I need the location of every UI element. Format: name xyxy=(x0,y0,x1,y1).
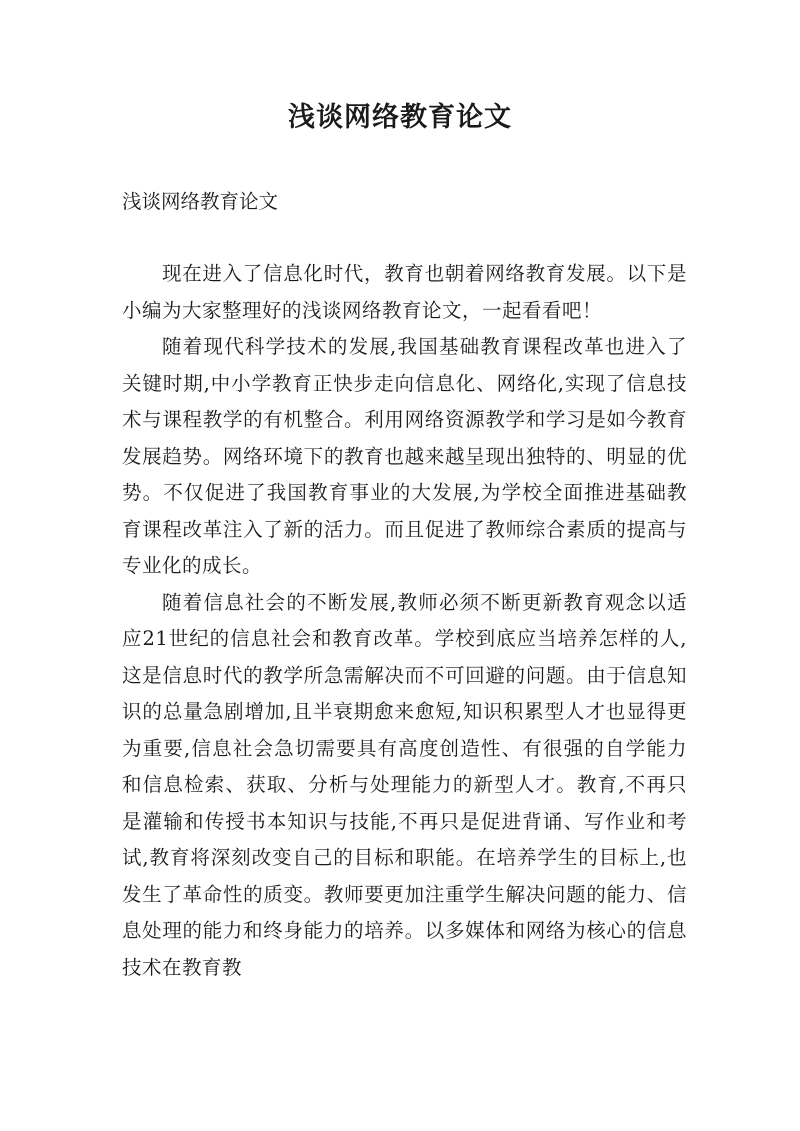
paragraph-intro: 现在进入了信息化时代，教育也朝着网络教育发展。以下是小编为大家整理好的浅谈网络教育论文，一起看看吧！ xyxy=(122,262,687,322)
document-body xyxy=(122,256,687,986)
paragraph-teacher-role: 随着信息社会的不断发展,教师必须不断更新教育观念以适应21世纪的信息社会和教育改革。学校到底应当培养怎样的人,这是信息时代的教学所急需解决而不可回避的问题。由于信息知识的总量急剧增加,且半衰期愈来愈短,知识积累型人才也显得更为重要,信息社会急切需要具有高度创造性、有很强的自学能力和信息检索、获取、分析与处理能力的新型人才。教育,不再只是灌输和传授书本知识与技能,不再只是促进背诵、写作业和考试,教育将深刻改变自己的目标和职能。在培养学生的目标上,也发生了革命性的质变。教师要更加注重学生解决问题的能力、信息处理的能力和终身能力的培养。以多媒体和网络为核心的信息技术在教育教 xyxy=(122,590,687,979)
document-subtitle: 浅谈网络教育论文 xyxy=(122,190,279,213)
paragraph-development: 随着现代科学技术的发展,我国基础教育课程改革也进入了关键时期,中小学教育正快步走向信息化、网络化,实现了信息技术与课程教学的有机整合。利用网络资源教学和学习是如今教育发展趋势。网络环境下的教育也越来越呈现出独特的、明显的优势。不仅促进了我国教育事业的大发展,为学校全面推进基础教育课程改革注入了新的活力。而且促进了教师综合素质的提高与专业化的成长。 xyxy=(122,335,687,577)
document-title: 浅谈网络教育论文 xyxy=(288,102,512,133)
